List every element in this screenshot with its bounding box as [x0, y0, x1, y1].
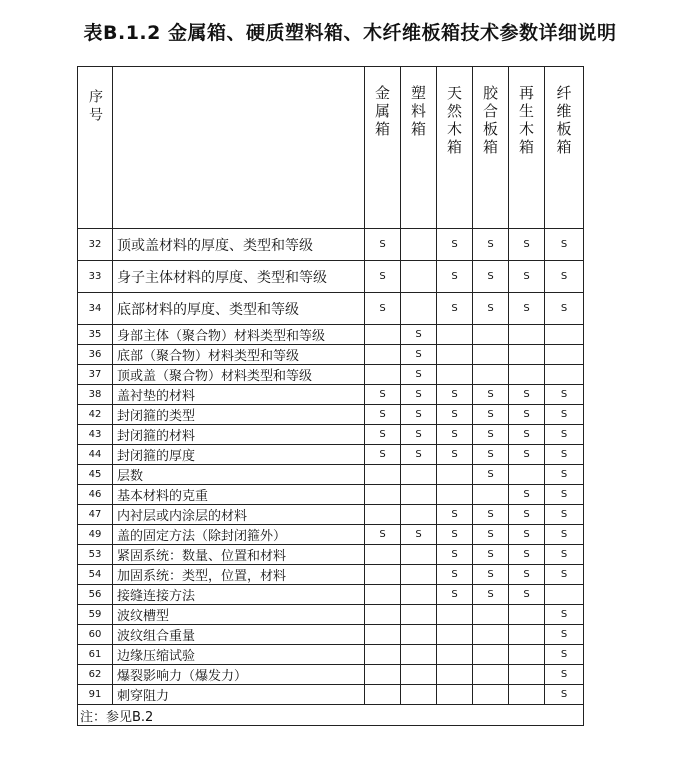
row-mark: S	[473, 261, 509, 293]
table-row	[78, 525, 584, 545]
row-mark	[401, 505, 437, 525]
row-mark	[509, 645, 545, 665]
row-mark	[401, 585, 437, 605]
table-row	[78, 405, 584, 425]
row-mark: S	[401, 445, 437, 465]
row-mark: S	[509, 565, 545, 585]
row-mark: S	[365, 525, 401, 545]
row-parameter-name: 加固系统：类型，位置，材料	[113, 565, 365, 585]
row-mark	[401, 545, 437, 565]
row-mark	[437, 485, 473, 505]
row-number: 61	[78, 645, 113, 665]
row-mark: S	[473, 565, 509, 585]
row-mark: S	[545, 525, 584, 545]
row-mark: S	[401, 345, 437, 365]
row-mark: S	[437, 445, 473, 465]
row-mark	[437, 605, 473, 625]
row-mark: S	[437, 585, 473, 605]
row-mark: S	[509, 261, 545, 293]
row-mark: S	[509, 545, 545, 565]
header-material-fiberboard: 纤维板箱	[545, 67, 584, 229]
row-number: 43	[78, 425, 113, 445]
row-mark: S	[509, 425, 545, 445]
row-parameter-name: 盖衬垫的材料	[113, 385, 365, 405]
table-row	[78, 261, 584, 293]
spec-table	[77, 66, 584, 726]
row-mark: S	[473, 445, 509, 465]
row-mark: S	[545, 485, 584, 505]
table-row	[78, 505, 584, 525]
row-mark: S	[509, 405, 545, 425]
row-number: 35	[78, 325, 113, 345]
row-parameter-name: 基本材料的克重	[113, 485, 365, 505]
row-mark	[473, 325, 509, 345]
table-row	[78, 293, 584, 325]
table-row	[78, 545, 584, 565]
row-mark: S	[545, 445, 584, 465]
row-mark: S	[365, 385, 401, 405]
row-mark	[437, 365, 473, 385]
row-mark	[365, 665, 401, 685]
row-mark	[437, 645, 473, 665]
row-mark	[365, 545, 401, 565]
row-mark	[365, 465, 401, 485]
row-mark: S	[437, 505, 473, 525]
row-mark	[401, 229, 437, 261]
row-mark: S	[437, 425, 473, 445]
row-mark	[365, 585, 401, 605]
row-mark	[437, 465, 473, 485]
row-mark: S	[545, 425, 584, 445]
row-mark: S	[509, 385, 545, 405]
header-material-metal: 金属箱	[365, 67, 401, 229]
row-mark	[437, 625, 473, 645]
row-number: 62	[78, 665, 113, 685]
row-parameter-name: 波纹组合重量	[113, 625, 365, 645]
row-mark	[473, 485, 509, 505]
row-number: 91	[78, 685, 113, 705]
row-number: 44	[78, 445, 113, 465]
header-material-natural-wood: 天然木箱	[437, 67, 473, 229]
table-row	[78, 585, 584, 605]
row-number: 56	[78, 585, 113, 605]
row-number: 42	[78, 405, 113, 425]
row-parameter-name: 封闭箍的类型	[113, 405, 365, 425]
row-mark: S	[509, 505, 545, 525]
row-mark	[509, 365, 545, 385]
row-mark	[473, 685, 509, 705]
row-mark	[473, 345, 509, 365]
row-number: 37	[78, 365, 113, 385]
table-row	[78, 625, 584, 645]
row-mark	[509, 685, 545, 705]
row-mark: S	[509, 525, 545, 545]
row-mark: S	[545, 645, 584, 665]
row-mark: S	[509, 585, 545, 605]
row-mark	[545, 365, 584, 385]
table-row	[78, 365, 584, 385]
table-row	[78, 345, 584, 365]
row-parameter-name: 身部主体（聚合物）材料类型和等级	[113, 325, 365, 345]
row-number: 54	[78, 565, 113, 585]
row-mark: S	[473, 525, 509, 545]
table-row	[78, 685, 584, 705]
row-mark	[545, 345, 584, 365]
row-mark	[509, 625, 545, 645]
row-mark	[401, 485, 437, 505]
row-mark: S	[437, 229, 473, 261]
row-mark: S	[509, 485, 545, 505]
row-mark: S	[545, 229, 584, 261]
row-mark: S	[365, 445, 401, 465]
row-parameter-name: 盖的固定方法（除封闭箍外）	[113, 525, 365, 545]
row-mark: S	[365, 425, 401, 445]
header-material-recycled-wood: 再生木箱	[509, 67, 545, 229]
table-row	[78, 425, 584, 445]
row-mark	[509, 605, 545, 625]
row-mark: S	[545, 545, 584, 565]
row-mark: S	[545, 625, 584, 645]
row-number: 49	[78, 525, 113, 545]
row-number: 60	[78, 625, 113, 645]
row-mark	[509, 345, 545, 365]
row-mark: S	[437, 565, 473, 585]
table-row	[78, 605, 584, 625]
row-mark	[365, 605, 401, 625]
row-mark: S	[509, 445, 545, 465]
row-mark	[473, 645, 509, 665]
row-number: 47	[78, 505, 113, 525]
row-mark: S	[545, 605, 584, 625]
row-mark: S	[473, 465, 509, 485]
row-mark: S	[509, 229, 545, 261]
row-parameter-name: 紧固系统：数量、位置和材料	[113, 545, 365, 565]
header-name	[113, 67, 365, 229]
row-mark: S	[473, 425, 509, 445]
row-mark	[473, 665, 509, 685]
row-parameter-name: 波纹槽型	[113, 605, 365, 625]
row-mark: S	[545, 565, 584, 585]
header-no: 序号	[78, 67, 113, 229]
row-parameter-name: 顶或盖材料的厚度、类型和等级	[113, 229, 365, 261]
row-mark	[365, 485, 401, 505]
row-mark: S	[509, 293, 545, 325]
table-row	[78, 445, 584, 465]
row-parameter-name: 边缘压缩试验	[113, 645, 365, 665]
row-mark	[401, 465, 437, 485]
table-note: 注：参见B.2	[78, 705, 584, 726]
row-mark	[365, 505, 401, 525]
row-mark: S	[473, 545, 509, 565]
row-mark	[365, 625, 401, 645]
row-mark	[365, 685, 401, 705]
row-mark	[401, 565, 437, 585]
table-row	[78, 665, 584, 685]
row-mark: S	[545, 293, 584, 325]
row-mark: S	[437, 385, 473, 405]
row-parameter-name: 刺穿阻力	[113, 685, 365, 705]
row-mark	[401, 645, 437, 665]
row-mark	[545, 585, 584, 605]
row-mark	[401, 665, 437, 685]
row-parameter-name: 爆裂影响力（爆发力）	[113, 665, 365, 685]
row-parameter-name: 接缝连接方法	[113, 585, 365, 605]
header-row	[78, 67, 584, 229]
row-mark: S	[365, 229, 401, 261]
row-mark	[401, 625, 437, 645]
row-mark	[437, 345, 473, 365]
row-mark: S	[545, 385, 584, 405]
row-parameter-name: 封闭箍的材料	[113, 425, 365, 445]
row-number: 33	[78, 261, 113, 293]
row-mark: S	[401, 425, 437, 445]
row-mark	[473, 605, 509, 625]
row-mark: S	[365, 293, 401, 325]
row-mark: S	[401, 405, 437, 425]
table-row	[78, 565, 584, 585]
row-parameter-name: 层数	[113, 465, 365, 485]
row-mark: S	[473, 405, 509, 425]
row-mark	[401, 605, 437, 625]
row-parameter-name: 顶或盖（聚合物）材料类型和等级	[113, 365, 365, 385]
row-mark: S	[401, 325, 437, 345]
row-mark: S	[437, 405, 473, 425]
row-parameter-name: 底部材料的厚度、类型和等级	[113, 293, 365, 325]
row-mark	[437, 665, 473, 685]
row-mark: S	[365, 261, 401, 293]
row-mark: S	[365, 405, 401, 425]
row-mark	[365, 345, 401, 365]
row-parameter-name: 底部（聚合物）材料类型和等级	[113, 345, 365, 365]
row-mark	[545, 325, 584, 345]
row-mark: S	[401, 385, 437, 405]
row-mark: S	[437, 525, 473, 545]
row-mark	[473, 365, 509, 385]
row-number: 45	[78, 465, 113, 485]
row-number: 32	[78, 229, 113, 261]
row-mark: S	[473, 293, 509, 325]
table-title: 表B.1.2 金属箱、硬质塑料箱、木纤维板箱技术参数详细说明	[83, 22, 617, 44]
row-mark: S	[437, 545, 473, 565]
row-mark	[365, 365, 401, 385]
row-mark: S	[401, 525, 437, 545]
row-mark	[401, 261, 437, 293]
row-mark: S	[545, 685, 584, 705]
row-mark: S	[473, 505, 509, 525]
row-number: 59	[78, 605, 113, 625]
row-mark	[437, 325, 473, 345]
table-row	[78, 645, 584, 665]
row-parameter-name: 内衬层或内涂层的材料	[113, 505, 365, 525]
note-row	[78, 705, 584, 726]
table-row	[78, 465, 584, 485]
row-mark: S	[437, 261, 473, 293]
row-mark: S	[545, 665, 584, 685]
row-mark: S	[473, 229, 509, 261]
row-parameter-name: 封闭箍的厚度	[113, 445, 365, 465]
table-row	[78, 325, 584, 345]
row-number: 46	[78, 485, 113, 505]
row-mark: S	[473, 385, 509, 405]
header-material-plastic: 塑料箱	[401, 67, 437, 229]
row-mark: S	[545, 465, 584, 485]
row-mark: S	[545, 505, 584, 525]
row-number: 34	[78, 293, 113, 325]
table-row	[78, 485, 584, 505]
row-mark	[365, 645, 401, 665]
row-number: 36	[78, 345, 113, 365]
row-mark: S	[473, 585, 509, 605]
row-mark	[509, 465, 545, 485]
row-number: 53	[78, 545, 113, 565]
row-mark: S	[401, 365, 437, 385]
row-mark: S	[545, 405, 584, 425]
row-mark	[401, 685, 437, 705]
row-mark	[365, 565, 401, 585]
row-mark	[365, 325, 401, 345]
table-row	[78, 385, 584, 405]
row-parameter-name: 身子主体材料的厚度、类型和等级	[113, 261, 365, 293]
row-mark	[509, 325, 545, 345]
row-mark	[437, 685, 473, 705]
header-material-plywood: 胶合板箱	[473, 67, 509, 229]
table-row	[78, 229, 584, 261]
row-mark	[401, 293, 437, 325]
row-mark	[473, 625, 509, 645]
row-mark: S	[545, 261, 584, 293]
row-mark	[509, 665, 545, 685]
row-mark: S	[437, 293, 473, 325]
row-number: 38	[78, 385, 113, 405]
